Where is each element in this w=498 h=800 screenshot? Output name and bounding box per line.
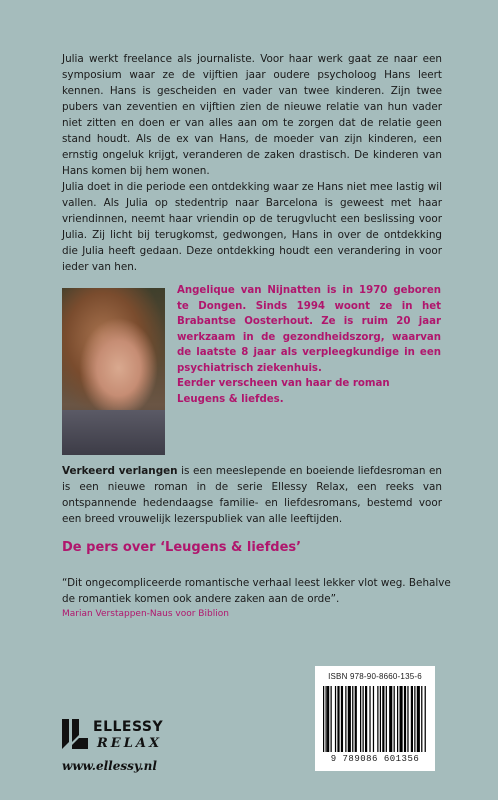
barcode-icon: [321, 686, 429, 752]
barcode-bar: [394, 686, 395, 752]
barcode-bar: [389, 686, 392, 752]
barcode-bar: [323, 686, 324, 752]
barcode-bar: [421, 686, 422, 752]
barcode-bar: [377, 686, 378, 752]
author-bio: [177, 283, 441, 407]
barcode-bar: [414, 686, 415, 752]
barcode-bar: [326, 686, 327, 752]
synopsis-paragraph-1: Julia werkt freelance als journaliste. Voor haar werk gaat ze naar een symposium waar ze de vijftien jaar oudere psycholoog Hans leert kennen. Hans is gescheiden en vader van twee kinderen. Zijn twee pubers van zeventien en vijftien zien de nieuwe relatie van hun vader niet zitten en doen er van alles aan om te zorgen dat de relatie geen stand houdt. Als de ex van Hans, de moeder van zijn kinderen, een ernstig ongeluk krijgt, veranderen de zaken drastisch. De kinderen van Hans komen bij hem wonen.: [62, 53, 442, 177]
author-previous-work: Eerder verscheen van haar de roman Leugens & liefdes.: [177, 378, 390, 405]
book-title: Verkeerd verlangen: [62, 465, 178, 477]
press-quote: “Dit ongecompliceerde romantische verhaal leest lekker vlot weg. Behalve de romantiek komen ook andere zaken aan de orde”.: [62, 577, 451, 605]
author-bio-text: Angelique van Nijnatten is in 1970 geboren te Dongen. Sinds 1994 woont ze in het Brabantse Oosterhout. Ze is ruim 20 jaar werkzaam in de gezondheidszorg, waarvan de laatste 8 jaar als verpleegkundige in een psychiatrisch ziekenhuis.: [177, 285, 441, 374]
publisher-name: ELLESSY: [93, 719, 164, 735]
barcode-bar: [382, 686, 384, 752]
barcode-bar: [425, 686, 426, 752]
barcode-digits: 9 789086 601356: [330, 754, 420, 764]
barcode-bar: [386, 686, 387, 752]
barcode-bar: [335, 686, 336, 752]
barcode-bar: [348, 686, 351, 752]
barcode-bar: [352, 686, 353, 752]
ellessy-mark-icon: [60, 717, 90, 751]
barcode-bar: [345, 686, 346, 752]
barcode-box: [315, 666, 435, 771]
author-photo: [62, 288, 165, 455]
press-quote-source: Marian Verstappen-Naus voor Biblion: [62, 609, 229, 619]
barcode-bar: [407, 686, 408, 752]
publisher-logo: [60, 717, 190, 787]
press-heading: De pers over ‘Leugens & liefdes’: [62, 540, 302, 555]
barcode-bar: [331, 686, 332, 752]
synopsis: [62, 51, 442, 275]
barcode-bar: [365, 686, 367, 752]
barcode-bar: [341, 686, 343, 752]
barcode-bar: [337, 686, 339, 752]
barcode-bar: [369, 686, 370, 752]
publisher-url: www.ellessy.nl: [62, 759, 157, 773]
barcode-bar: [363, 686, 364, 752]
isbn-label: ISBN 978-90-8660-135-6: [328, 672, 422, 681]
barcode-bar: [417, 686, 420, 752]
book-intro-text: is een meeslepende en boeiende liefdesroman en is een nieuwe roman in de serie Ellessy Relax, een reeks van ontspannende hedendaagse familie- en liefdesromans, bestemd voor een breed vrouwelijk lezerspubliek van alle leeftijden.: [62, 465, 442, 525]
barcode-bar: [380, 686, 381, 752]
barcode-bar: [355, 686, 357, 752]
barcode-bar: [397, 686, 398, 752]
barcode-bar: [400, 686, 403, 752]
author-photo-clothing: [62, 410, 165, 455]
book-intro: [62, 463, 442, 527]
barcode-bar: [360, 686, 361, 752]
publisher-series: RELAX: [97, 736, 163, 751]
barcode-bar: [327, 686, 329, 752]
barcode-bar: [373, 686, 374, 752]
barcode-bar: [411, 686, 413, 752]
synopsis-paragraph-2: Julia doet in die periode een ontdekking waar ze Hans niet mee lastig wil vallen. Als Julia op stedentrip naar Barcelona is geweest met haar vriendinnen, neemt haar vriendin op de terugvlucht een beslissing voor Julia. Zij licht bij terugkomst, gedwongen, Hans in over de ontdekking die Julia heeft gedaan. Deze ontdekking houdt een verandering in voor ieder van hen.: [62, 181, 442, 273]
barcode-bar: [404, 686, 406, 752]
